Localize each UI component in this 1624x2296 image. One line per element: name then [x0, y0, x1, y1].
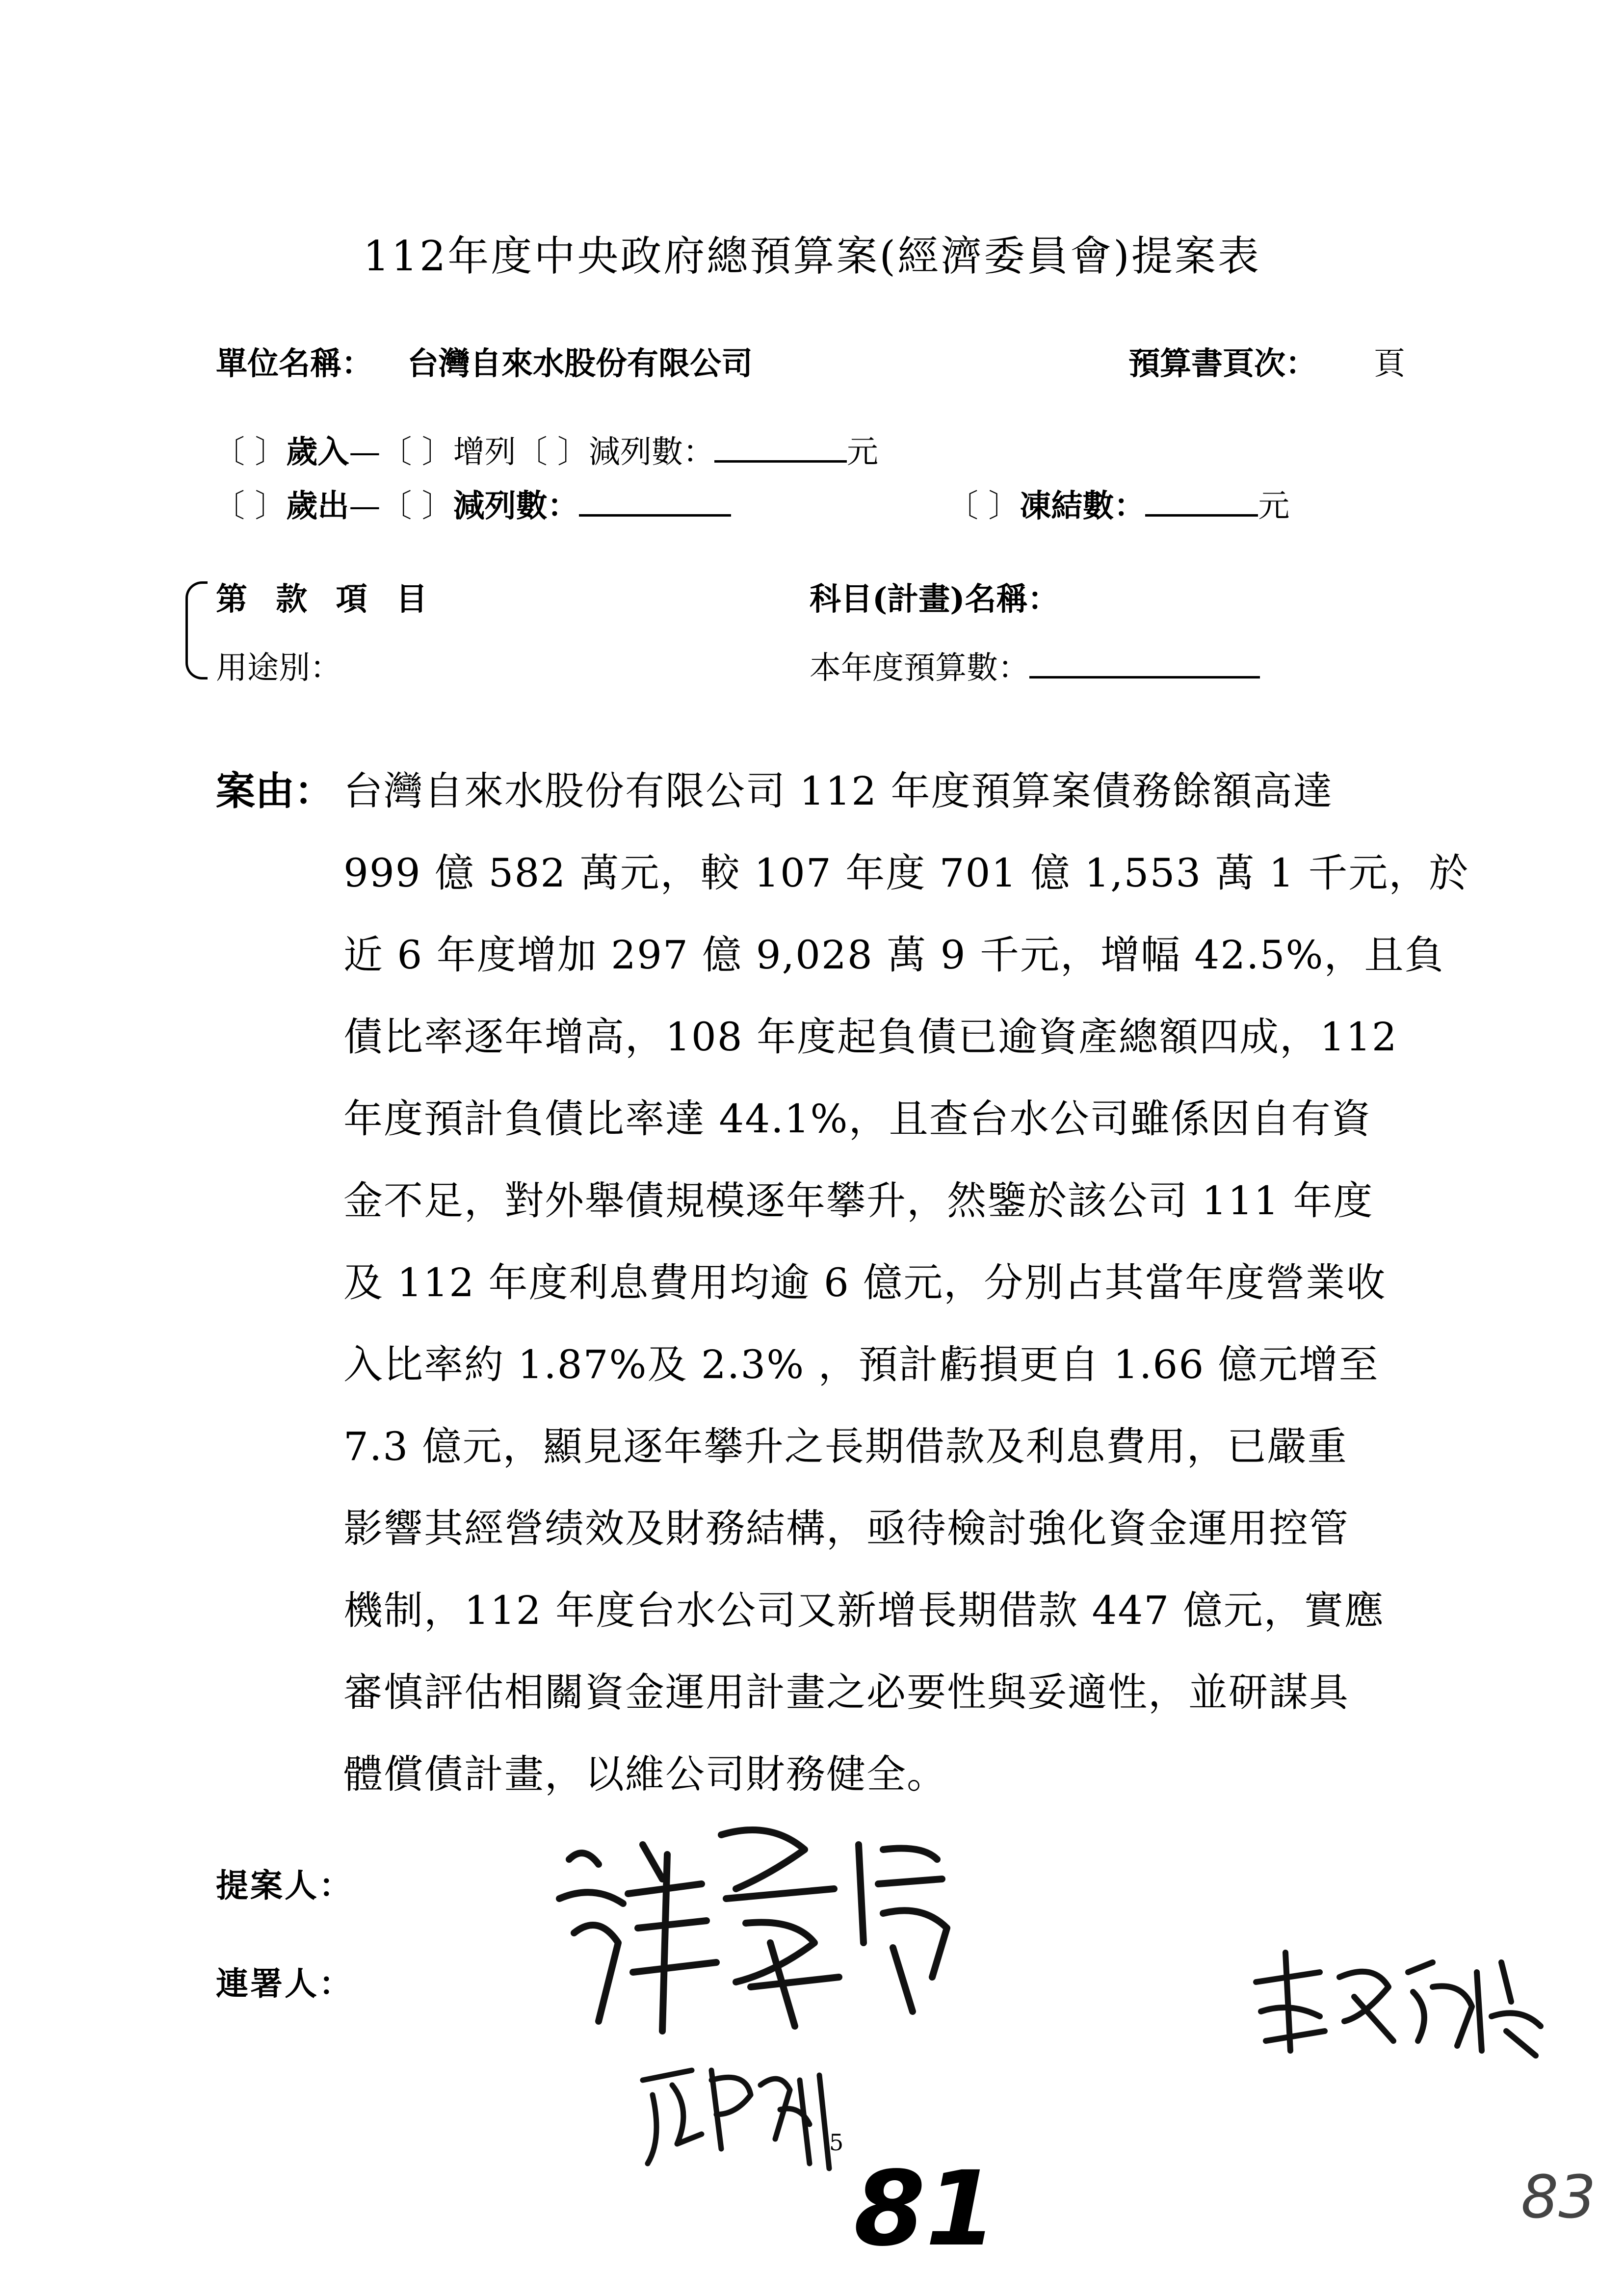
unit-name: 台灣自來水股份有限公司: [407, 345, 753, 382]
reason-line-7: 及 112 年度利息費用均逾 6 億元，分別占其當年度營業收: [343, 1260, 1387, 1305]
expense-dash: —: [349, 488, 381, 524]
page-ref-suffix: 頁: [1374, 346, 1405, 382]
reason-line-4: 債比率逐年增高，108 年度起負債已逾資產總額四成，112: [343, 1014, 1398, 1060]
reason-line-3: 近 6 年度增加 297 億 9,028 萬 9 千元，增幅 42.5%，且負: [343, 932, 1445, 978]
expense-reduce-label: 減列數：: [453, 488, 579, 524]
expense-amount-blank: [579, 486, 731, 517]
add-label: 增列: [453, 434, 516, 470]
handwritten-corner-number: 83: [1521, 2164, 1596, 2232]
income-unit: 元: [847, 434, 879, 470]
item-bracket: [185, 581, 208, 679]
freeze-amount-blank: [1145, 486, 1258, 517]
budget-row: [810, 643, 1260, 688]
expense-line: [213, 481, 731, 526]
budget-label: 本年度預算數：: [810, 650, 1029, 686]
proposer-signature: [540, 1815, 981, 2036]
page-title: 112年度中央政府總預算案(經濟委員會)提案表: [363, 232, 1261, 280]
budget-amount-blank: [1029, 648, 1260, 678]
freeze-checkbox: 〔 〕: [947, 488, 1020, 524]
income-amount-blank: [714, 432, 847, 463]
handwritten-page-number: 81: [854, 2149, 997, 2269]
reason-label: 案由：: [216, 768, 334, 814]
freeze-unit: 元: [1258, 488, 1290, 524]
freeze-label: 凍結數：: [1020, 488, 1146, 524]
expense-label: 歲出: [286, 488, 349, 524]
cosigner-signature-2: [1246, 1943, 1550, 2065]
add-checkbox: 〔 〕: [380, 434, 453, 470]
expense-checkbox: 〔 〕: [213, 488, 287, 524]
usage-label: 用途別：: [216, 650, 341, 686]
cosigner-label: 連署人：: [216, 1964, 353, 2003]
income-label: 歲入: [286, 434, 349, 470]
subject-label: 科目(計畫)名稱：: [810, 581, 1059, 618]
reduce-label: 減列數：: [589, 434, 715, 470]
reason-line-2: 999 億 582 萬元，較 107 年度 701 億 1,553 萬 1 千元，於: [343, 850, 1469, 896]
reason-line-6: 金不足，對外舉債規模逐年攀升，然鑒於該公司 111 年度: [343, 1178, 1374, 1224]
page-number: 5: [829, 2129, 844, 2156]
income-dash: —: [349, 434, 381, 470]
page-ref-label: 預算書頁次：: [1128, 345, 1317, 382]
reduce-checkbox: 〔 〕: [516, 434, 589, 470]
reason-line-11: 機制，112 年度台水公司又新增長期借款 447 億元，實應: [343, 1588, 1385, 1633]
reason-line-12: 審慎評估相關資金運用計畫之必要性與妥適性，並研謀具: [343, 1670, 1349, 1715]
reason-line-8: 入比率約 1.87%及 2.3% ，預計虧損更自 1.66 億元增至: [343, 1342, 1379, 1387]
reason-line-5: 年度預計負債比率達 44.1%，且查台水公司雖係因自有資: [343, 1096, 1372, 1142]
income-checkbox: 〔 〕: [213, 434, 287, 470]
reason-line-10: 影響其經營绩效及財務結構，亟待檢討強化資金運用控管: [343, 1506, 1349, 1551]
expense-reduce-checkbox: 〔 〕: [380, 488, 453, 524]
income-line: [213, 427, 878, 472]
cosigner-signature-1: [633, 2051, 839, 2173]
reason-line-9: 7.3 億元，顯見逐年攀升之長期借款及利息費用，已嚴重: [343, 1424, 1348, 1469]
proposer-label: 提案人：: [216, 1866, 353, 1905]
reason-line-1: 台灣自來水股份有限公司 112 年度預算案債務餘額高達: [343, 768, 1334, 814]
item-label: 第 款 項 目: [216, 581, 436, 618]
unit-label: 單位名稱：: [216, 345, 373, 382]
reason-line-13: 體償債計畫，以維公司財務健全。: [343, 1751, 947, 1797]
freeze-group: [947, 481, 1289, 526]
